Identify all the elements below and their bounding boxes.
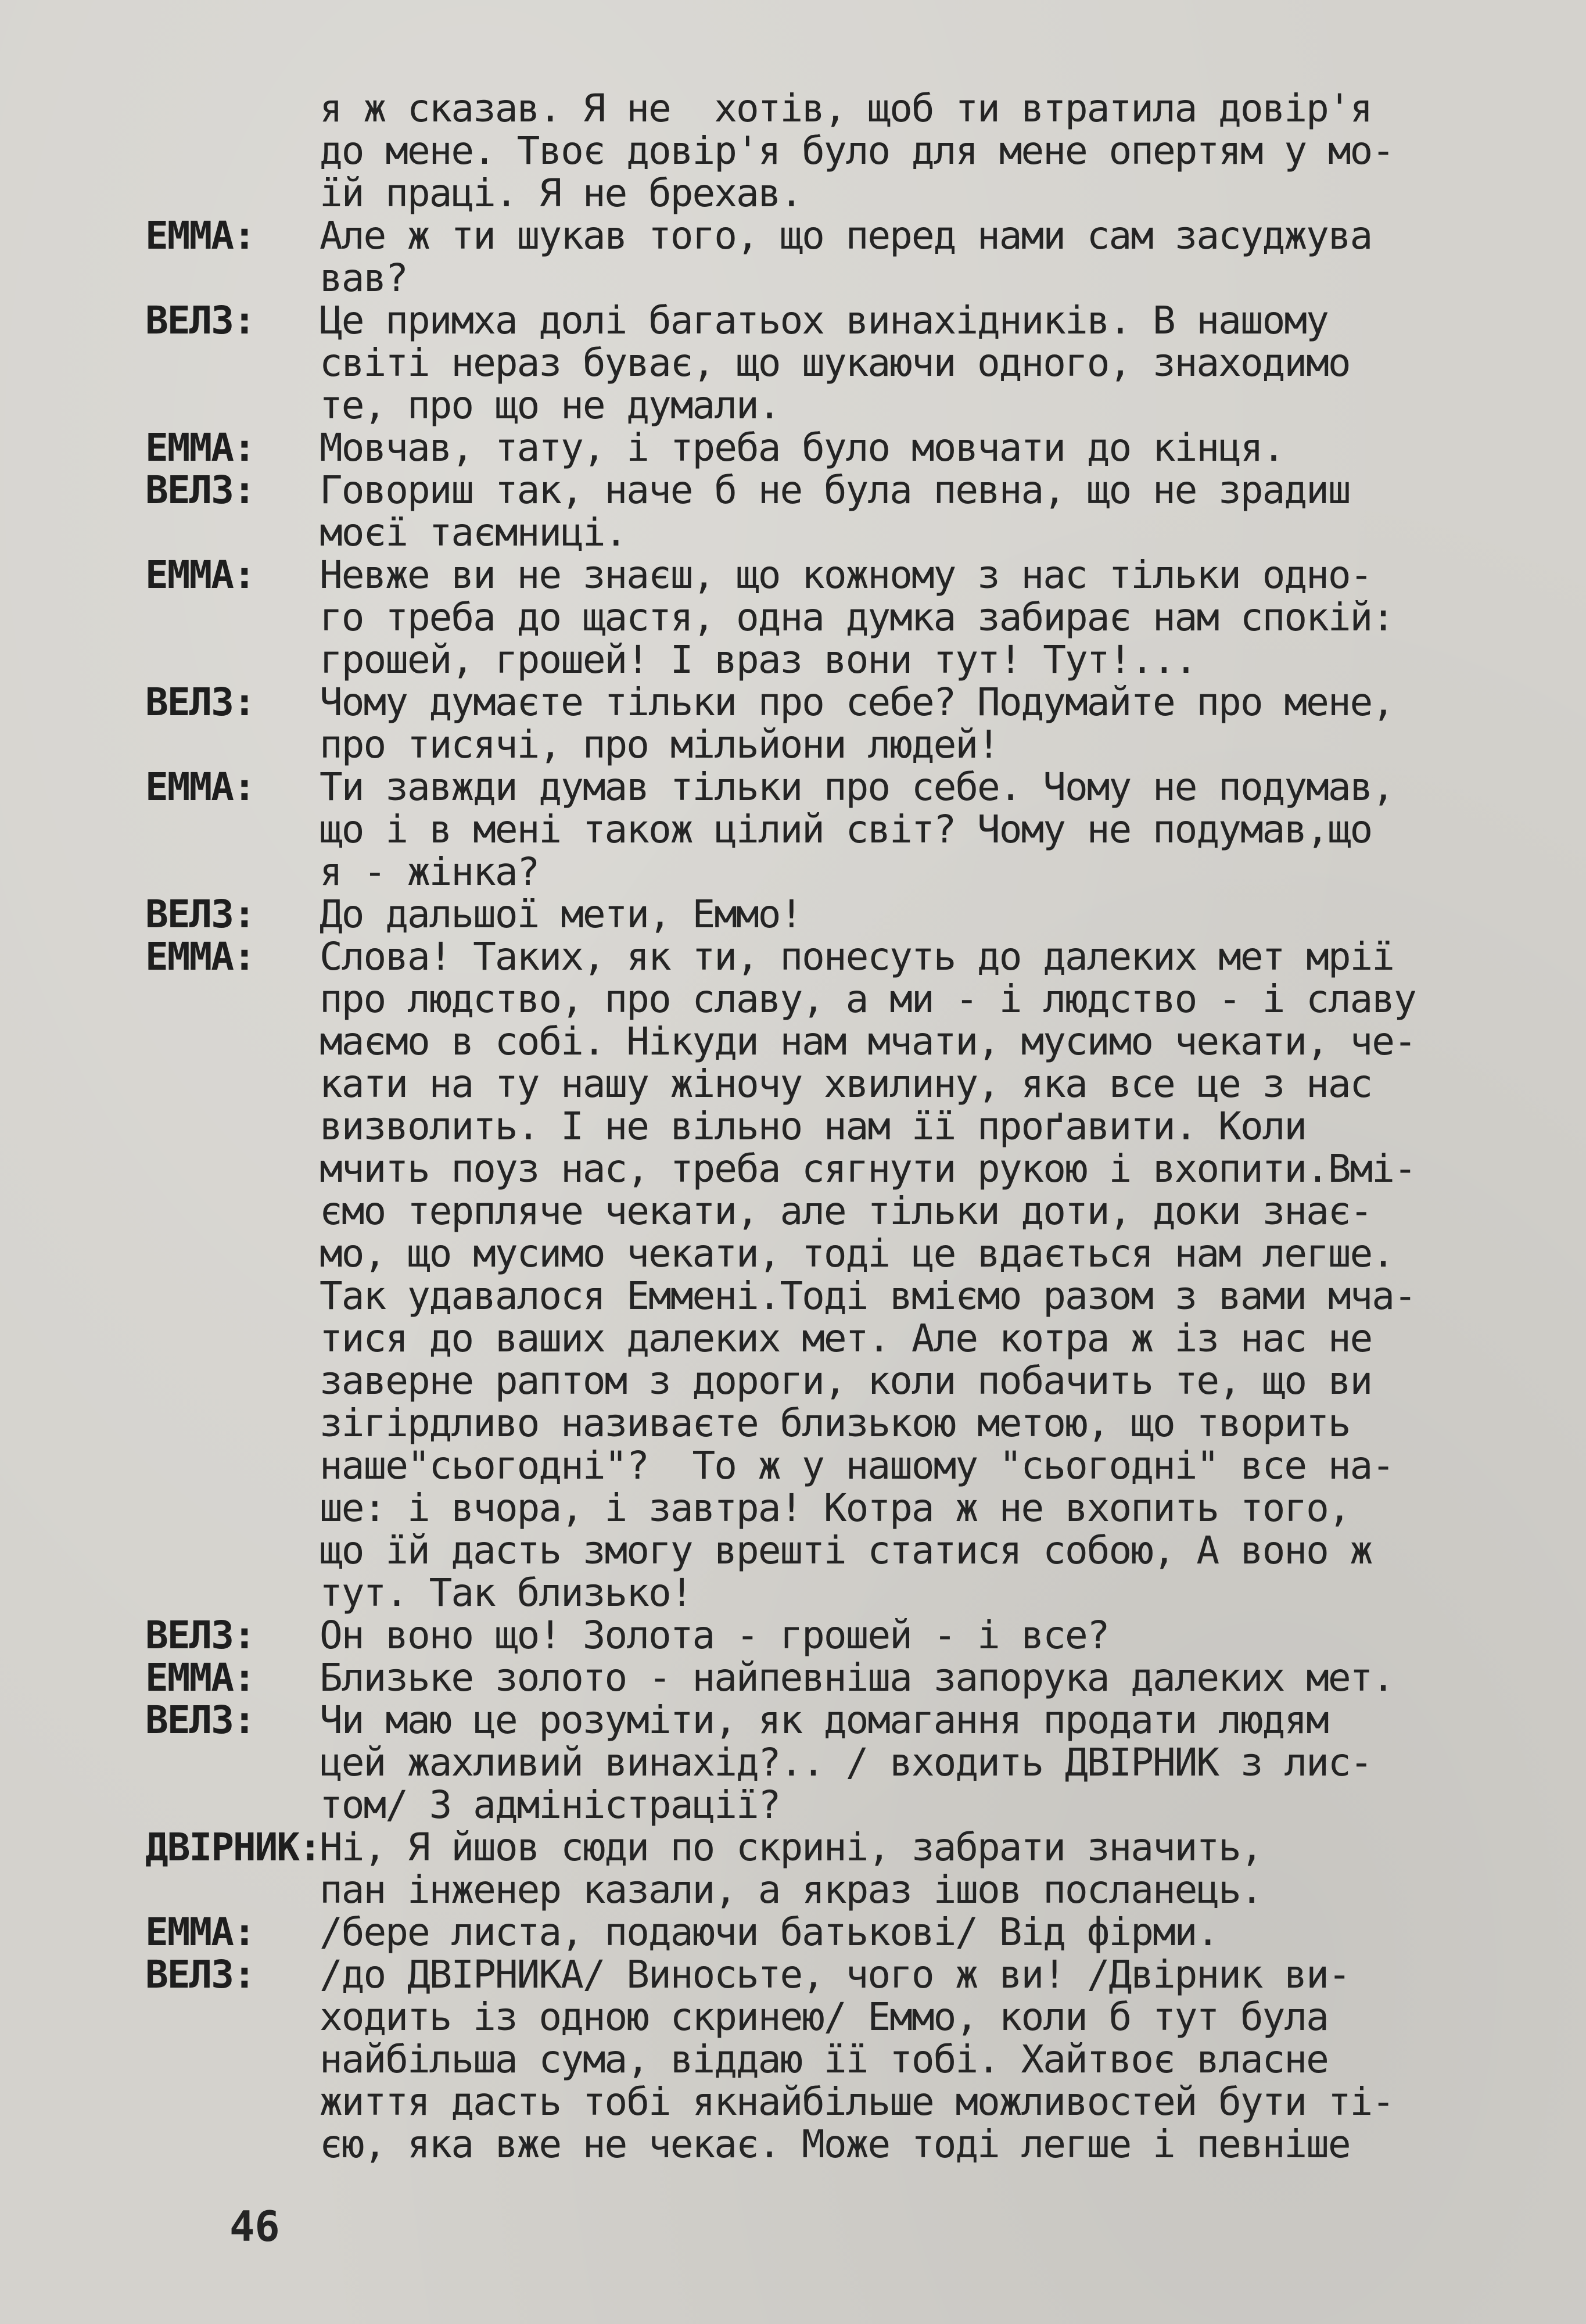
- line-text: маємо в собі. Нікуди нам мчати, мусимо чекати, че-: [320, 1019, 1416, 1064]
- line-text: грошей, грошей! І враз вони тут! Тут!...: [320, 637, 1197, 682]
- line-text: кати на ту нашу жіночу хвилину, яка все це з нас: [320, 1061, 1372, 1106]
- speaker-name: ВЕЛЗ:: [145, 1952, 255, 1997]
- dialogue-line: [145, 1402, 1551, 1444]
- dialogue-line: [145, 384, 1551, 426]
- speaker-name: ЕММА:: [145, 934, 255, 979]
- line-text: визволить. І не вільно нам її проґавити. Коли: [320, 1104, 1307, 1149]
- dialogue-line: [145, 1232, 1551, 1275]
- line-text: світі нераз буває, що шукаючи одного, знаходимо: [320, 340, 1350, 385]
- speaker-name: ДВІРНИК:: [145, 1825, 321, 1870]
- speaker-name: ВЕЛЗ:: [145, 892, 255, 937]
- dialogue-line: [145, 1487, 1551, 1529]
- line-text: їй праці. Я не брехав.: [320, 171, 802, 216]
- dialogue-line: [145, 681, 1551, 723]
- dialogue-line: [145, 1275, 1551, 1317]
- dialogue-line: [145, 1614, 1551, 1656]
- dialogue-line: [145, 2038, 1551, 2081]
- speaker-name: ВЕЛЗ:: [145, 298, 255, 343]
- page-number: 46: [229, 2202, 280, 2251]
- dialogue-line: [145, 342, 1551, 384]
- line-text: пан інженер казали, а якраз ішов посланець.: [320, 1867, 1262, 1912]
- dialogue-line: [145, 893, 1551, 935]
- dialogue-line: [145, 1911, 1551, 1953]
- dialogue-line: [145, 511, 1551, 554]
- dialogue-line: [145, 1868, 1551, 1911]
- dialogue-line: [145, 1656, 1551, 1699]
- line-text: мчить поуз нас, треба сягнути рукою і вхопити.Вмі-: [320, 1146, 1416, 1191]
- line-text: Чи маю це розуміти, як домагання продати людям: [320, 1698, 1328, 1742]
- line-text: Невже ви не знаєш, що кожному з нас тільки одно-: [320, 553, 1372, 597]
- dialogue-line: [145, 1741, 1551, 1784]
- line-text: Он воно що! Золота - грошей - і все?: [320, 1613, 1109, 1658]
- line-text: Чому думаєте тільки про себе? Подумайте про мене,: [320, 680, 1394, 725]
- line-text: ємо терпляче чекати, але тільки доти, доки знає-: [320, 1189, 1372, 1233]
- line-text: Говориш так, наче б не була певна, що не зрадиш: [320, 468, 1350, 512]
- dialogue-line: [145, 1147, 1551, 1190]
- speaker-name: ВЕЛЗ:: [145, 468, 255, 512]
- dialogue-line: [145, 257, 1551, 299]
- dialogue-line: [145, 214, 1551, 257]
- line-text: що і в мені також цілий світ? Чому не подумав,що: [320, 807, 1372, 852]
- dialogue-line: [145, 469, 1551, 511]
- dialogue-line: [145, 1190, 1551, 1232]
- dialogue-line: [145, 1529, 1551, 1572]
- dialogue-line: [145, 596, 1551, 639]
- speaker-name: ЕММА:: [145, 1910, 255, 1954]
- line-text: Це примха долі багатьох винахідників. В нашому: [320, 298, 1328, 343]
- line-text: го треба до щастя, одна думка забирає нам спокій:: [320, 595, 1394, 640]
- dialogue-line: [145, 766, 1551, 808]
- line-text: тися до ваших далеких мет. Але котра ж із нас не: [320, 1316, 1372, 1361]
- line-text: До дальшої мети, Еммо!: [320, 892, 802, 937]
- dialogue-line: [145, 1996, 1551, 2038]
- line-text: наше"сьогодні"? То ж у нашому "сьогодні" все на-: [320, 1443, 1394, 1488]
- script-text: [145, 87, 1551, 2165]
- dialogue-line: [145, 851, 1551, 893]
- speaker-name: ЕММА:: [145, 213, 255, 258]
- line-text: єю, яка вже не чекає. Може тоді легше і певніше: [320, 2122, 1350, 2167]
- dialogue-line: [145, 1953, 1551, 1996]
- line-text: життя дасть тобі якнайбільше можливостей бути ті-: [320, 2079, 1394, 2124]
- line-text: тут. Так близько!: [320, 1570, 692, 1615]
- line-text: що їй дасть змогу врешті статися собою, А воно ж: [320, 1528, 1372, 1573]
- dialogue-line: [145, 1317, 1551, 1360]
- line-text: моєї таємниці.: [320, 510, 627, 555]
- line-text: я - жінка?: [320, 849, 539, 894]
- line-text: я ж сказав. Я не хотів, щоб ти втратила довір'я: [320, 86, 1372, 131]
- dialogue-line: [145, 299, 1551, 342]
- line-text: Близьке золото - найпевніша запорука далеких мет.: [320, 1655, 1394, 1700]
- dialogue-line: [145, 2123, 1551, 2165]
- line-text: те, про що не думали.: [320, 383, 780, 428]
- line-text: Мовчав, тату, і треба було мовчати до кінця.: [320, 425, 1284, 470]
- speaker-name: ВЕЛЗ:: [145, 680, 255, 725]
- dialogue-line: [145, 1020, 1551, 1063]
- dialogue-line: [145, 1572, 1551, 1614]
- line-text: зігірдливо називаєте близькою метою, що творить: [320, 1401, 1350, 1446]
- speaker-name: ЕММА:: [145, 553, 255, 597]
- line-text: заверне раптом з дороги, коли побачить те, що ви: [320, 1358, 1372, 1403]
- speaker-name: ЕММА:: [145, 765, 255, 809]
- line-text: Але ж ти шукав того, що перед нами сам засуджува: [320, 213, 1372, 258]
- line-text: /бере листа, подаючи батькові/ Від фірми.: [320, 1910, 1219, 1954]
- speaker-name: ВЕЛЗ:: [145, 1613, 255, 1658]
- line-text: найбільша сума, віддаю її тобі. Хайтвоє власне: [320, 2037, 1328, 2082]
- dialogue-line: [145, 172, 1551, 214]
- dialogue-line: [145, 639, 1551, 681]
- line-text: цей жахливий винахід?.. / входить ДВІРНИК з лис-: [320, 1740, 1372, 1785]
- dialogue-line: [145, 2081, 1551, 2123]
- line-text: до мене. Твоє довір'я було для мене опертям у мо-: [320, 128, 1394, 173]
- dialogue-line: [145, 130, 1551, 172]
- dialogue-line: [145, 1699, 1551, 1741]
- line-text: том/ З адміністрації?: [320, 1783, 780, 1827]
- line-text: вав?: [320, 256, 407, 300]
- line-text: Ні, Я йшов сюди по скрині, забрати значить,: [320, 1825, 1262, 1870]
- line-text: про людство, про славу, а ми - і людство - і славу: [320, 977, 1416, 1021]
- dialogue-line: [145, 1105, 1551, 1147]
- line-text: /до ДВІРНИКА/ Виносьте, чого ж ви! /Двірник ви-: [320, 1952, 1350, 1997]
- line-text: Слова! Таких, як ти, понесуть до далеких мет мрії: [320, 934, 1394, 979]
- dialogue-line: [145, 1826, 1551, 1868]
- dialogue-line: [145, 808, 1551, 851]
- line-text: Ти завжди думав тільки про себе. Чому не подумав,: [320, 765, 1394, 809]
- dialogue-line: [145, 935, 1551, 978]
- speaker-name: ВЕЛЗ:: [145, 1698, 255, 1742]
- dialogue-line: [145, 1444, 1551, 1487]
- dialogue-line: [145, 1063, 1551, 1105]
- line-text: Так удавалося Еммені.Тоді вміємо разом з вами мча-: [320, 1274, 1416, 1318]
- speaker-name: ЕММА:: [145, 1655, 255, 1700]
- dialogue-line: [145, 1784, 1551, 1826]
- speaker-name: ЕММА:: [145, 425, 255, 470]
- line-text: про тисячі, про мільйони людей!: [320, 722, 999, 767]
- line-text: ше: і вчора, і завтра! Котра ж не вхопить того,: [320, 1486, 1350, 1530]
- dialogue-line: [145, 554, 1551, 596]
- dialogue-line: [145, 87, 1551, 130]
- dialogue-line: [145, 978, 1551, 1020]
- dialogue-line: [145, 723, 1551, 766]
- line-text: ходить із одною скринею/ Еммо, коли б тут була: [320, 1995, 1328, 2039]
- dialogue-line: [145, 1360, 1551, 1402]
- dialogue-line: [145, 426, 1551, 469]
- line-text: мо, що мусимо чекати, тоді це вдається нам легше.: [320, 1231, 1394, 1276]
